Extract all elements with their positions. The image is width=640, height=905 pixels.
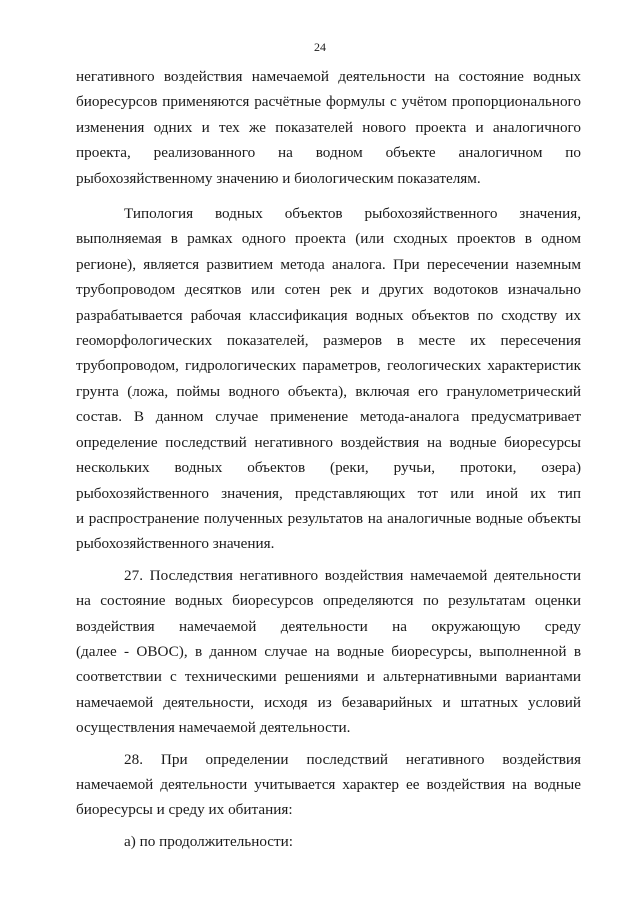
paragraph-28 <box>76 747 581 823</box>
text-line: определение последствий негативного воздействия на водные биоресурсы <box>76 433 581 451</box>
document-body <box>76 64 581 854</box>
text-line: 28. При определении последствий негативного воздействия <box>124 750 581 768</box>
text-line: состав. В данном случае применение метода-аналога предусматривает <box>76 408 581 426</box>
text-line: воздействия намечаемой деятельности на окружающую среду <box>76 617 581 635</box>
text-line: 27. Последствия негативного воздействия намечаемой деятельности <box>124 566 581 584</box>
page-number: 24 <box>314 40 326 54</box>
text-line: выполняемая в рамках одного проекта (или сходных проектов в одном <box>76 230 581 248</box>
text-line: осуществления намечаемой деятельности. <box>76 719 351 737</box>
text-line: трубопроводом десятков или сотен рек и других водотоков изначально <box>76 281 581 299</box>
text-line: проекта, реализованного на водном объекте аналогичном по <box>76 144 581 162</box>
text-line: трубопроводом, гидрологических параметров, геологических характеристик <box>76 357 581 375</box>
text-line: разрабатывается рабочая классификация водных объектов по сходству их <box>76 306 581 324</box>
text-line: рыбохозяйственному значению и биологическим показателям. <box>76 169 481 187</box>
text-line: намечаемой деятельности учитывается характер ее воздействия на водные <box>76 775 581 793</box>
text-line: рыбохозяйственного значения, представляющих тот или иной их тип <box>76 484 581 502</box>
text-line: а) по продолжительности: <box>124 832 294 850</box>
text-line: и распространение полученных результатов на аналогичные водные объекты <box>76 509 581 527</box>
text-line: регионе), является развитием метода аналога. При пересечении наземным <box>76 255 581 273</box>
text-line: негативного воздействия намечаемой деятельности на состояние водных <box>76 68 581 85</box>
paragraph-27 <box>76 563 581 741</box>
text-line: изменения одних и тех же показателей нового проекта и аналогичного <box>76 118 581 136</box>
text-line: (далее - ОВОС), в данном случае на водные биоресурсы, выполненной в <box>76 642 581 660</box>
text-line: рыбохозяйственного значения. <box>76 535 275 553</box>
text-line: на состояние водных биоресурсов определяются по результатам оценки <box>76 592 581 610</box>
text-line: биоресурсы и среду их обитания: <box>76 801 293 819</box>
text-line: грунта (ложа, поймы водного объекта), включая его гранулометрический <box>76 382 581 400</box>
text-line: соответствии с техническими решениями и альтернативными вариантами <box>76 668 581 686</box>
text-line: Типология водных объектов рыбохозяйственного значения, <box>124 205 581 223</box>
text-line: биоресурсов применяются расчётные формулы с учётом пропорционального <box>76 93 581 111</box>
text-line: геоморфологических показателей, размеров в месте их пересечения <box>76 332 581 350</box>
list-item-a <box>76 829 581 854</box>
paragraph-1 <box>76 64 581 191</box>
text-line: нескольких водных объектов (реки, ручьи, протоки, озера) <box>76 459 581 477</box>
paragraph-2 <box>76 201 581 557</box>
text-line: намечаемой деятельности, исходя из безаварийных и штатных условий <box>76 693 581 711</box>
